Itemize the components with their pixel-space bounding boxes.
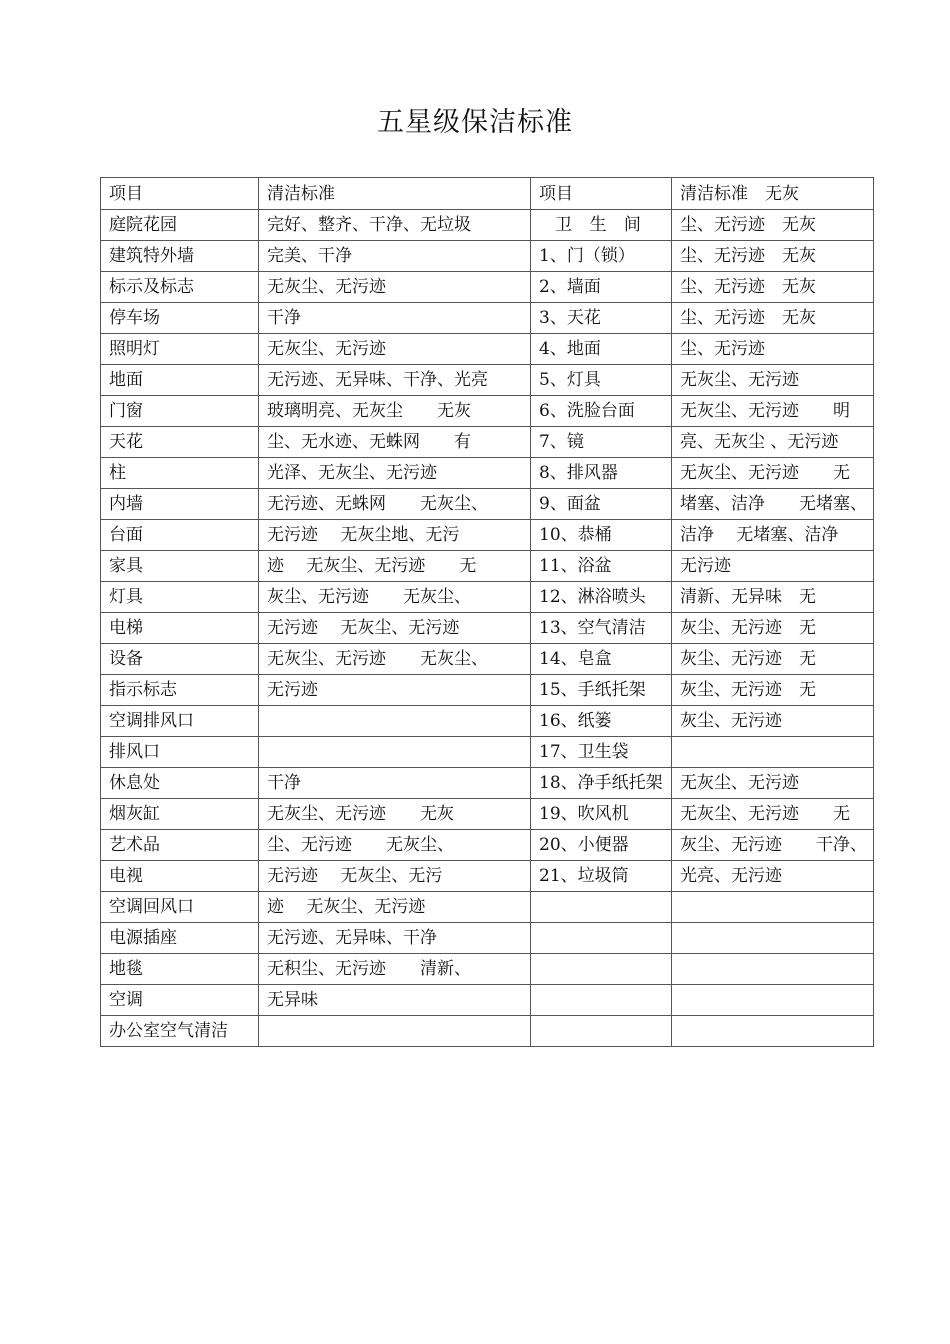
table-cell: 项目 bbox=[101, 178, 259, 210]
document-title: 五星级保洁标准 bbox=[377, 107, 573, 138]
table-cell: 光亮、无污迹 bbox=[672, 861, 874, 892]
table-cell: 14、皂盒 bbox=[531, 644, 672, 675]
table-cell: 迹 无灰尘、无污迹 无 bbox=[259, 551, 531, 582]
table-cell: 15、手纸托架 bbox=[531, 675, 672, 706]
table-cell bbox=[672, 737, 874, 768]
table-row bbox=[101, 644, 874, 675]
table-cell: 内墙 bbox=[101, 489, 259, 520]
table-cell: 无灰尘、无污迹 bbox=[672, 365, 874, 396]
table-row bbox=[101, 954, 874, 985]
table-cell: 迹 无灰尘、无污迹 bbox=[259, 892, 531, 923]
table-cell: 天花 bbox=[101, 427, 259, 458]
table-row bbox=[101, 675, 874, 706]
table-cell: 办公室空气清洁 bbox=[101, 1016, 259, 1047]
table-cell bbox=[672, 954, 874, 985]
table-row bbox=[101, 334, 874, 365]
table-row bbox=[101, 303, 874, 334]
table-cell: 无污迹 bbox=[259, 675, 531, 706]
table-row bbox=[101, 272, 874, 303]
table-row bbox=[101, 768, 874, 799]
table-cell: 庭院花园 bbox=[101, 210, 259, 241]
table-row bbox=[101, 706, 874, 737]
table-cell: 无灰尘、无污迹 无 bbox=[672, 799, 874, 830]
table-cell: 台面 bbox=[101, 520, 259, 551]
table-cell: 19、吹风机 bbox=[531, 799, 672, 830]
table-cell: 灰尘、无污迹 干净、 bbox=[672, 830, 874, 861]
table-cell: 家具 bbox=[101, 551, 259, 582]
table-cell: 门窗 bbox=[101, 396, 259, 427]
table-cell: 2、墙面 bbox=[531, 272, 672, 303]
table-cell: 灯具 bbox=[101, 582, 259, 613]
table-cell: 亮、无灰尘 、无污迹 bbox=[672, 427, 874, 458]
table-cell bbox=[259, 706, 531, 737]
table-cell: 尘、无污迹 无灰 bbox=[672, 272, 874, 303]
table-cell: 空调 bbox=[101, 985, 259, 1016]
table-cell: 卫 生 间 bbox=[531, 210, 672, 241]
table-cell: 无灰尘、无污迹 无灰 bbox=[259, 799, 531, 830]
table-row bbox=[101, 985, 874, 1016]
table-body bbox=[101, 178, 874, 1047]
table-cell bbox=[531, 923, 672, 954]
table-row bbox=[101, 396, 874, 427]
table-cell: 指示标志 bbox=[101, 675, 259, 706]
table-row bbox=[101, 520, 874, 551]
table-cell: 尘、无污迹 无灰 bbox=[672, 303, 874, 334]
table-cell: 排风口 bbox=[101, 737, 259, 768]
table-cell: 尘、无水迹、无蛛网 有 bbox=[259, 427, 531, 458]
table-cell: 无灰尘、无污迹 bbox=[259, 334, 531, 365]
table-cell: 3、天花 bbox=[531, 303, 672, 334]
table-cell: 柱 bbox=[101, 458, 259, 489]
table-cell: 玻璃明亮、无灰尘 无灰 bbox=[259, 396, 531, 427]
table-cell: 完好、整齐、干净、无垃圾 bbox=[259, 210, 531, 241]
table-cell: 18、净手纸托架 bbox=[531, 768, 672, 799]
table-cell: 无污迹 无灰尘地、无污 bbox=[259, 520, 531, 551]
table-row bbox=[101, 551, 874, 582]
table-row bbox=[101, 427, 874, 458]
table-row bbox=[101, 458, 874, 489]
table-cell: 标示及标志 bbox=[101, 272, 259, 303]
table-cell: 洁净 无堵塞、洁净 bbox=[672, 520, 874, 551]
table-cell: 干净 bbox=[259, 303, 531, 334]
table-cell bbox=[531, 954, 672, 985]
table-cell: 12、淋浴喷头 bbox=[531, 582, 672, 613]
table-cell bbox=[672, 892, 874, 923]
cleaning-standards-table bbox=[100, 177, 874, 1047]
table-cell: 建筑特外墙 bbox=[101, 241, 259, 272]
table-cell: 17、卫生袋 bbox=[531, 737, 672, 768]
table-cell: 21、垃圾筒 bbox=[531, 861, 672, 892]
table-cell: 无灰尘、无污迹 bbox=[672, 768, 874, 799]
table-cell: 无污迹、无异味、干净、光亮 bbox=[259, 365, 531, 396]
table-cell: 无灰尘、无污迹 无灰尘、 bbox=[259, 644, 531, 675]
table-cell bbox=[531, 1016, 672, 1047]
table-cell: 休息处 bbox=[101, 768, 259, 799]
table-cell: 无污迹、无异味、干净 bbox=[259, 923, 531, 954]
table-cell: 无灰尘、无污迹 bbox=[259, 272, 531, 303]
table-row bbox=[101, 582, 874, 613]
table-cell: 无污迹 无灰尘、无污迹 bbox=[259, 613, 531, 644]
table-cell: 6、洗脸台面 bbox=[531, 396, 672, 427]
table-cell: 尘、无污迹 无灰 bbox=[672, 241, 874, 272]
table-cell: 11、浴盆 bbox=[531, 551, 672, 582]
table-cell: 无污迹、无蛛网 无灰尘、 bbox=[259, 489, 531, 520]
table-cell: 4、地面 bbox=[531, 334, 672, 365]
table-row bbox=[101, 365, 874, 396]
table-row bbox=[101, 737, 874, 768]
table-cell: 16、纸篓 bbox=[531, 706, 672, 737]
table-cell: 1、门（锁） bbox=[531, 241, 672, 272]
table-cell: 尘、无污迹 bbox=[672, 334, 874, 365]
table-cell: 8、排风器 bbox=[531, 458, 672, 489]
table-row bbox=[101, 210, 874, 241]
table-cell: 13、空气清洁 bbox=[531, 613, 672, 644]
table-row bbox=[101, 1016, 874, 1047]
table-row bbox=[101, 241, 874, 272]
table-cell: 空调回风口 bbox=[101, 892, 259, 923]
table-cell: 地面 bbox=[101, 365, 259, 396]
table-cell: 完美、干净 bbox=[259, 241, 531, 272]
table-row bbox=[101, 861, 874, 892]
table-cell: 无污迹 bbox=[672, 551, 874, 582]
table-cell: 灰尘、无污迹 bbox=[672, 706, 874, 737]
table-cell: 空调排风口 bbox=[101, 706, 259, 737]
table-row bbox=[101, 830, 874, 861]
table-cell: 灰尘、无污迹 无 bbox=[672, 613, 874, 644]
table-cell: 清洁标准 无灰 bbox=[672, 178, 874, 210]
table-cell: 设备 bbox=[101, 644, 259, 675]
table-cell: 无积尘、无污迹 清新、 bbox=[259, 954, 531, 985]
table-row bbox=[101, 799, 874, 830]
table-cell: 项目 bbox=[531, 178, 672, 210]
table-cell bbox=[672, 985, 874, 1016]
table-header-row bbox=[101, 178, 874, 210]
table-cell: 清新、无异味 无 bbox=[672, 582, 874, 613]
table-cell bbox=[672, 923, 874, 954]
table-cell: 电视 bbox=[101, 861, 259, 892]
table-cell: 干净 bbox=[259, 768, 531, 799]
table-cell: 堵塞、洁净 无堵塞、 bbox=[672, 489, 874, 520]
table-cell: 7、镜 bbox=[531, 427, 672, 458]
table-cell bbox=[259, 1016, 531, 1047]
table-cell: 清洁标准 bbox=[259, 178, 531, 210]
table-cell: 无污迹 无灰尘、无污 bbox=[259, 861, 531, 892]
table-cell: 无灰尘、无污迹 无 bbox=[672, 458, 874, 489]
table-cell: 停车场 bbox=[101, 303, 259, 334]
table-row bbox=[101, 892, 874, 923]
table-cell: 20、小便器 bbox=[531, 830, 672, 861]
table-cell: 烟灰缸 bbox=[101, 799, 259, 830]
table-cell: 9、面盆 bbox=[531, 489, 672, 520]
table-cell: 照明灯 bbox=[101, 334, 259, 365]
table-cell bbox=[531, 892, 672, 923]
table-cell bbox=[672, 1016, 874, 1047]
table-cell bbox=[531, 985, 672, 1016]
table-cell: 尘、无污迹 无灰 bbox=[672, 210, 874, 241]
table-row bbox=[101, 613, 874, 644]
table-cell: 灰尘、无污迹 无 bbox=[672, 644, 874, 675]
table-row bbox=[101, 489, 874, 520]
table-cell: 光泽、无灰尘、无污迹 bbox=[259, 458, 531, 489]
table-cell: 尘、无污迹 无灰尘、 bbox=[259, 830, 531, 861]
table-cell: 无灰尘、无污迹 明 bbox=[672, 396, 874, 427]
table-cell: 电源插座 bbox=[101, 923, 259, 954]
table-cell: 电梯 bbox=[101, 613, 259, 644]
table-cell: 10、恭桶 bbox=[531, 520, 672, 551]
table-cell bbox=[259, 737, 531, 768]
table-cell: 5、灯具 bbox=[531, 365, 672, 396]
table-cell: 地毯 bbox=[101, 954, 259, 985]
table-row bbox=[101, 923, 874, 954]
table-cell: 灰尘、无污迹 无 bbox=[672, 675, 874, 706]
table-cell: 灰尘、无污迹 无灰尘、 bbox=[259, 582, 531, 613]
table-cell: 艺术品 bbox=[101, 830, 259, 861]
table-cell: 无异味 bbox=[259, 985, 531, 1016]
